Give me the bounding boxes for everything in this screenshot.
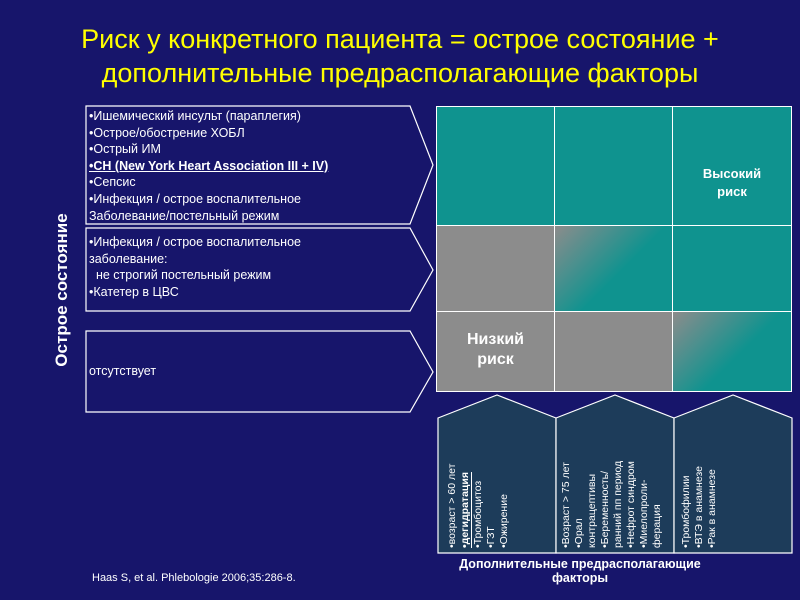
col-1-line-5: •Ожирение bbox=[498, 494, 510, 548]
row-2-line-3: не строгий постельный режим bbox=[89, 268, 272, 283]
col-3-line-3: •Рак в анамнезе bbox=[706, 469, 718, 548]
row-2-line-4: •Катетер в ЦВС bbox=[89, 284, 179, 299]
grid-cell-r2c2 bbox=[554, 225, 673, 312]
row-1-line-2: •Острое/обострение ХОБЛ bbox=[89, 125, 245, 140]
column-1-text bbox=[446, 430, 511, 548]
col-2-line-8: ферация bbox=[651, 504, 663, 548]
grid-cell-r3c3 bbox=[672, 311, 792, 392]
row-1-line-5: •Сепсис bbox=[89, 175, 136, 190]
row-3-text bbox=[89, 363, 156, 380]
grid-cell-r1c1 bbox=[436, 106, 555, 226]
col-1-line-3: •Тромбоцитоз bbox=[472, 480, 484, 548]
grid-cell-r1c2 bbox=[554, 106, 673, 226]
col-1-line-2: •дегидратация bbox=[459, 472, 471, 548]
col-2-line-4: •Беременность/ bbox=[599, 470, 611, 548]
row-1-line-6: •Инфекция / острое воспалительное bbox=[89, 191, 301, 206]
col-2-line-2: •Орал bbox=[573, 518, 585, 548]
col-2-line-7: •Миелопроли- bbox=[638, 479, 650, 548]
grid-cell-r2c1 bbox=[436, 225, 555, 312]
title-line-1: Риск у конкретного пациента = острое состояние + bbox=[81, 24, 719, 54]
high-risk-label: Высокий риск bbox=[702, 166, 762, 199]
column-2-text bbox=[560, 430, 664, 548]
col-1-line-4: •ГЗТ bbox=[485, 526, 497, 548]
col-2-line-5: ранний пп период bbox=[612, 460, 624, 548]
row-2-line-2: заболевание: bbox=[89, 251, 168, 266]
x-axis-label-line-2: факторы bbox=[551, 571, 609, 585]
row-1-line-3: •Острый ИМ bbox=[89, 142, 161, 157]
y-axis-label: Острое состояние bbox=[52, 213, 71, 367]
grid-cell-r3c2 bbox=[554, 311, 673, 392]
grid-cell-r3c1 bbox=[436, 311, 555, 392]
x-axis-label-line-1: Дополнительные предрасполагающие bbox=[459, 557, 701, 571]
col-1-line-1: •возраст > 60 лет bbox=[446, 463, 458, 548]
col-2-line-3: контрацептивы bbox=[586, 473, 598, 548]
row-1-line-4: •СН (New York Heart Association III + IV) bbox=[89, 158, 329, 173]
grid-cell-r2c3 bbox=[672, 225, 792, 312]
title-line-2: дополнительные предрасполагающие факторы bbox=[101, 58, 699, 88]
grid-cell-r1c3 bbox=[672, 106, 792, 226]
col-2-line-6: •Нефрот синдром bbox=[625, 461, 637, 548]
col-3-line-1: •Тромбофилии bbox=[680, 475, 692, 548]
col-2-line-1: •Возраст > 75 лет bbox=[560, 462, 572, 548]
row-1-text bbox=[89, 108, 328, 224]
col-3-line-2: •ВТЭ в анамнезе bbox=[693, 466, 705, 548]
row-2-text bbox=[89, 234, 301, 300]
row-1-line-1: •Ишемический инсульт (параплегия) bbox=[89, 109, 301, 123]
column-3-text bbox=[680, 430, 719, 548]
citation: Haas S, et al. Phlebologie 2006;35:286-8. bbox=[92, 572, 296, 584]
row-3-line-1: отсутствует bbox=[89, 364, 157, 378]
row-2-line-1: •Инфекция / острое воспалительное bbox=[89, 235, 301, 249]
low-risk-label: Низкий риск bbox=[466, 331, 525, 368]
row-1-line-7: Заболевание/постельный режим bbox=[89, 208, 280, 223]
x-axis-label bbox=[430, 557, 730, 585]
